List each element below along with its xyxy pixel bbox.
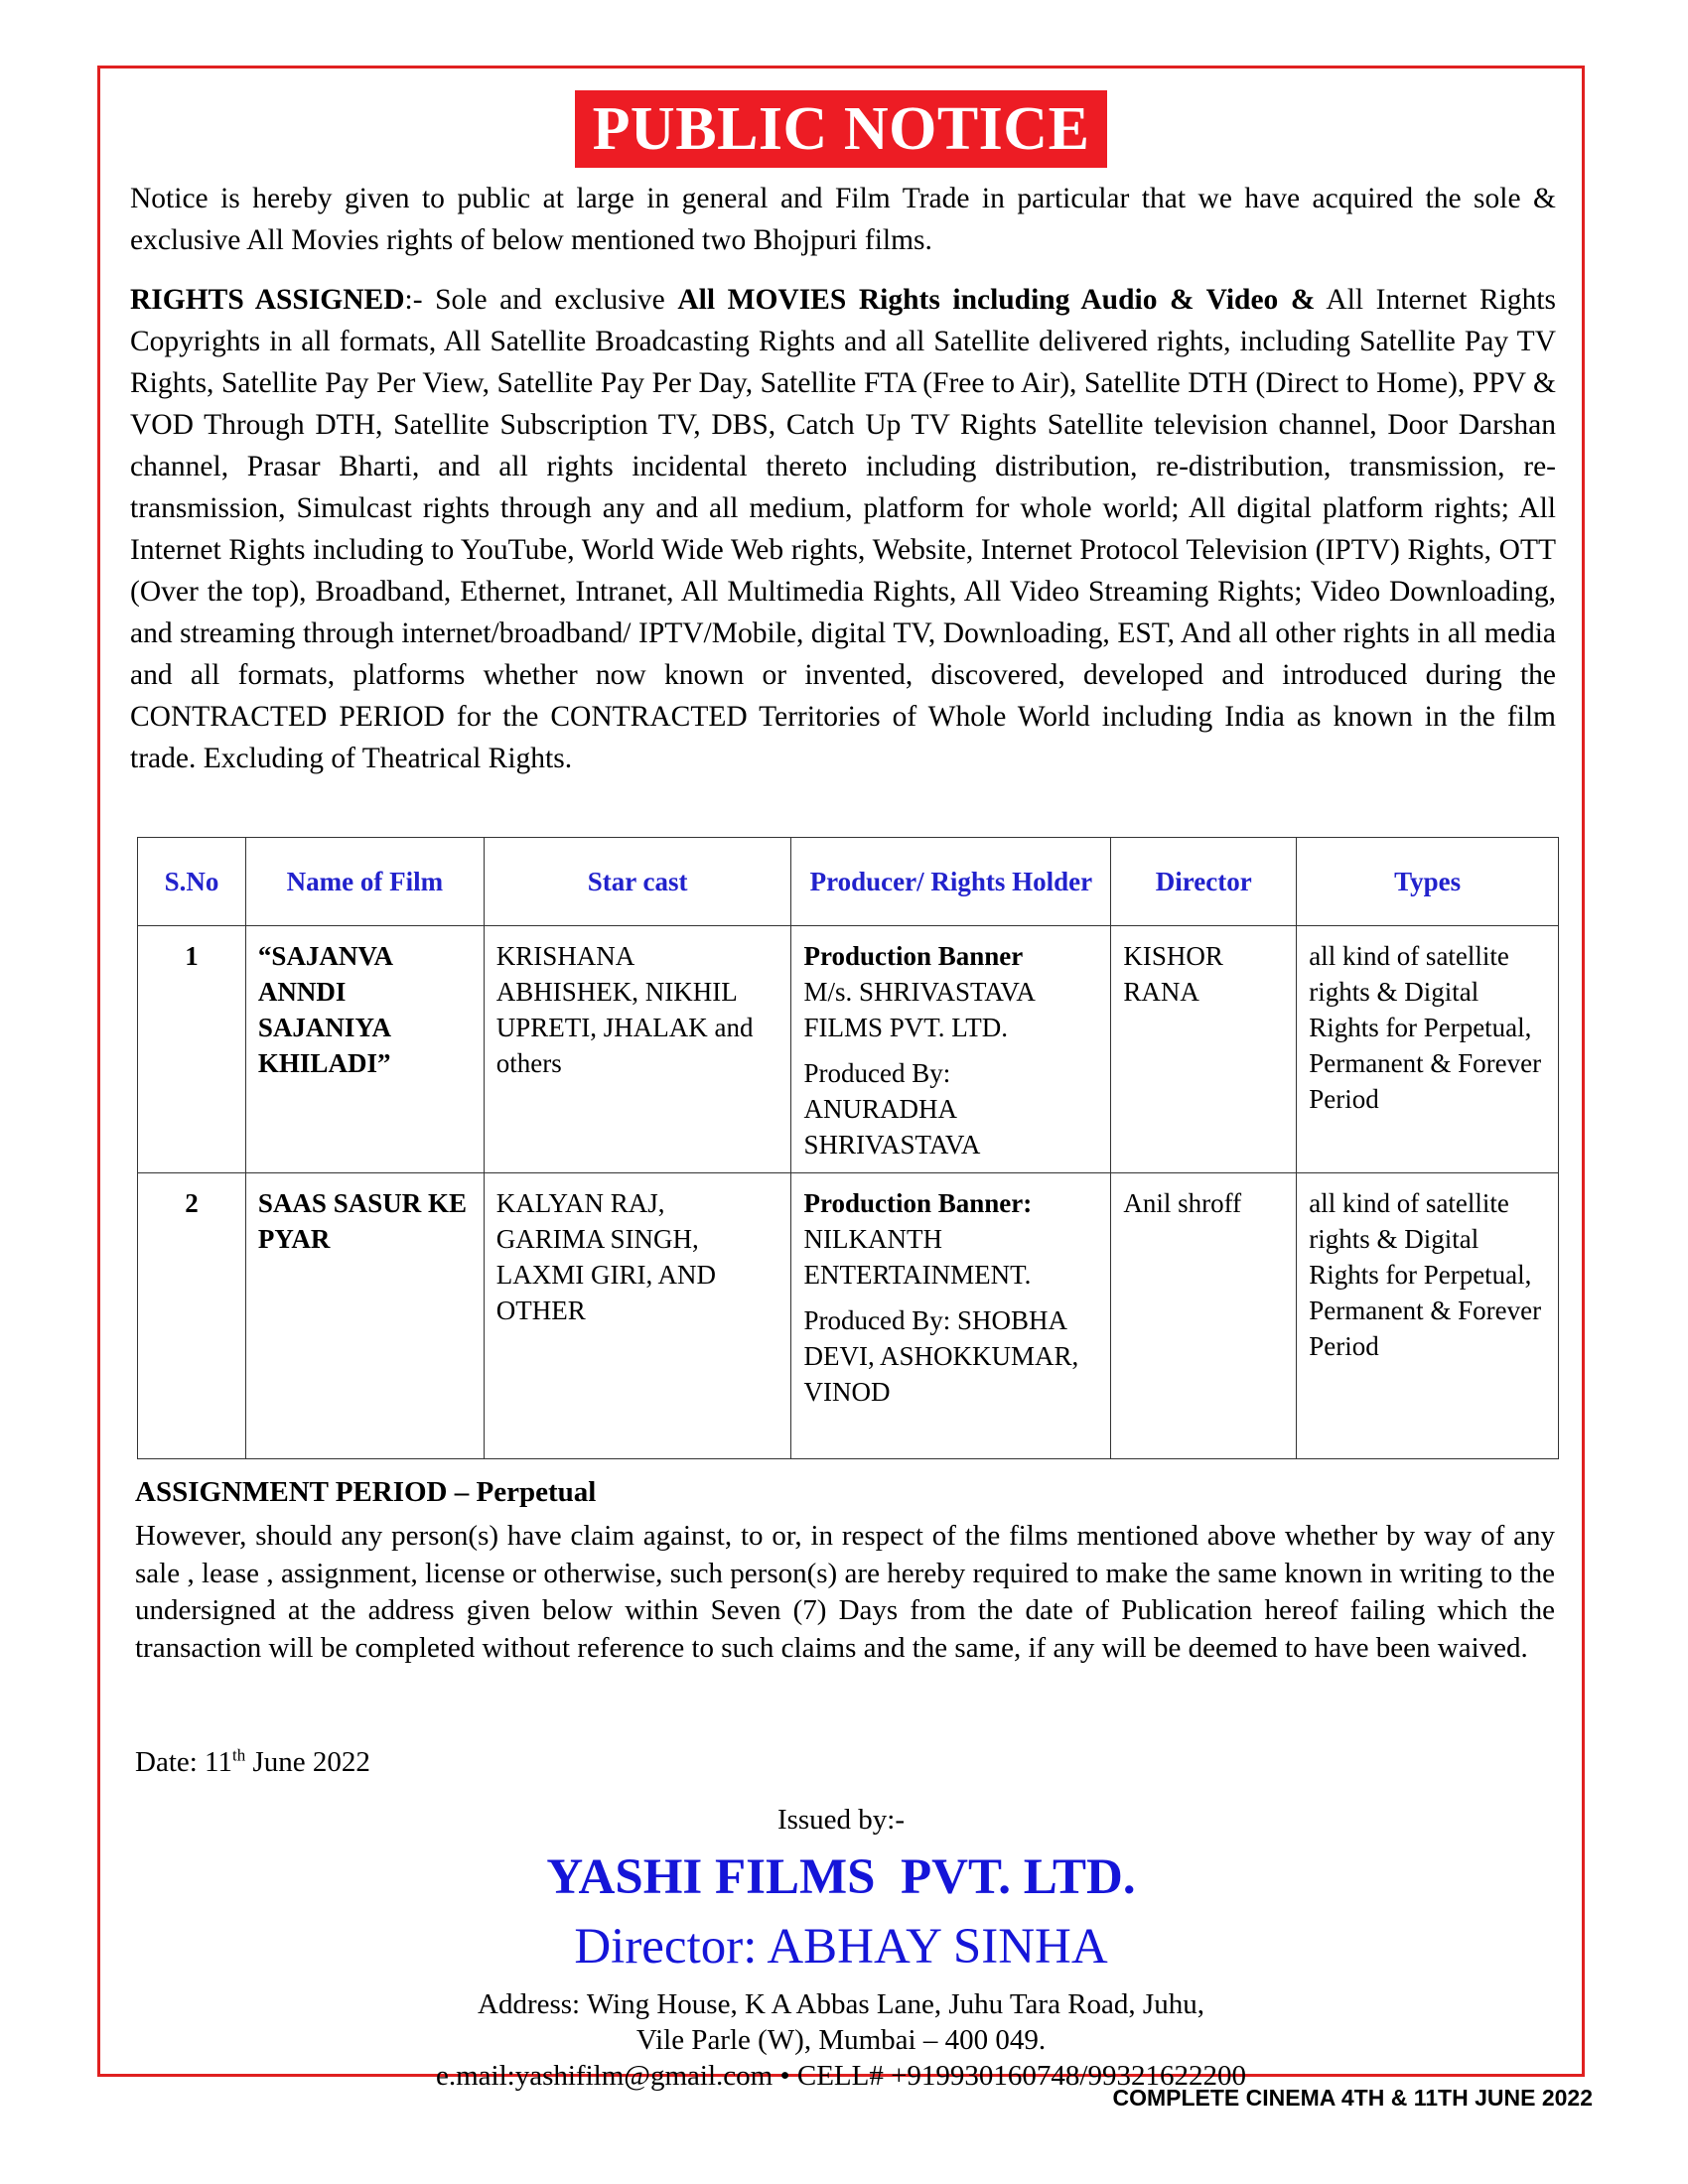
address-line-2: Vile Parle (W), Mumbai – 400 049.	[635, 2024, 1047, 2056]
header-cast: Star cast	[484, 838, 791, 926]
claims-paragraph: However, should any person(s) have claim against, to or, in respect of the films mentioned above whether by way of any sale , lease , assignment, license or otherwise, such person(s) are hereby required to make the same known in writing to the undersigned at the address given below within Seven (7) Days from the date of Publication hereof failing which the transaction will be completed without reference to such claims and the same, if any will be deemed to have been waived.	[135, 1520, 1555, 1664]
banner-name: NILKANTH ENTERTAINMENT.	[803, 1224, 1032, 1290]
cell-cast: KRISHANA ABHISHEK, NIKHIL UPRETI, JHALAK and others	[484, 926, 791, 1173]
notice-title: PUBLIC NOTICE	[575, 90, 1108, 168]
issued-by: Issued by:-	[776, 1804, 906, 1836]
rights-label: RIGHTS ASSIGNED	[130, 284, 405, 316]
cell-director: Anil shroff	[1111, 1173, 1297, 1459]
assignment-period: ASSIGNMENT PERIOD – Perpetual	[135, 1476, 597, 1508]
cell-cast: KALYAN RAJ, GARIMA SINGH, LAXMI GIRI, AND OTHER	[484, 1173, 791, 1459]
cell-film: SAAS SASUR KE PYAR	[245, 1173, 484, 1459]
company-name: YASHI FILMS PVT. LTD.	[546, 1849, 1136, 1905]
header-sno: S.No	[138, 838, 246, 926]
title-wrap	[100, 90, 1582, 168]
address-line-1: Address: Wing House, K A Abbas Lane, Juhu Tara Road, Juhu,	[478, 1988, 1204, 2020]
publication-footer: COMPLETE CINEMA 4TH & 11TH JUNE 2022	[1112, 2085, 1593, 2111]
date-rest: June 2022	[245, 1746, 370, 1778]
rights-bold: All MOVIES Rights including Audio & Video &	[677, 284, 1316, 316]
intro-paragraph: Notice is hereby given to public at large in general and Film Trade in particular that we have acquired the sole & exclusive All Movies rights of below mentioned two Bhojpuri films.	[130, 183, 1556, 256]
table-row	[138, 1173, 1559, 1459]
banner-label: Production Banner	[803, 941, 1024, 971]
notice-date	[135, 1742, 370, 1782]
cell-director: KISHOR RANA	[1111, 926, 1297, 1173]
contact-line: e.mail:yashifilm@gmail.com • CELL# +919930160748/99321622200	[436, 2060, 1246, 2092]
cell-film: “SAJANVA ANNDI SAJANIYA KHILADI”	[245, 926, 484, 1173]
rights-text: All Internet Rights Copyrights in all formats, All Satellite Broadcasting Rights and all Satellite delivered rights, including Satellite Pay TV Rights, Satellite Pay Per View, Satellite Pay Per Day, Satellite FTA (Free to Air), Satellite DTH (Direct to Home), PPV & VOD Through DTH, Satellite Subscription TV, DBS, Catch Up TV Rights Satellite television channel, Door Darshan channel, Prasar Bharti, and all rights incidental thereto including distribution, re-distribution, transmission, re-transmission, Simulcast rights through any and all medium, platform for whole world; All digital platform rights; All Internet Rights including to YouTube, World Wide Web rights, Website, Internet Protocol Television (IPTV) Rights, OTT (Over the top), Broadband, Ethernet, Intranet, All Multimedia Rights, All Video Streaming Rights; Video Downloading, and streaming through internet/broadband/ IPTV/Mobile, digital TV, Downloading, EST, And all other rights in all media and all formats, platforms whether now known or invented, discovered, developed and introduced during the CONTRACTED PERIOD for the CONTRACTED Territories of Whole World including India as known in the film trade. Excluding of Theatrical Rights.	[130, 284, 1557, 774]
header-producer: Producer/ Rights Holder	[791, 838, 1111, 926]
banner-name: M/s. SHRIVASTAVA FILMS PVT. LTD.	[803, 977, 1035, 1042]
date-prefix: Date: 11	[135, 1746, 232, 1778]
rights-paragraph	[130, 279, 1556, 779]
cell-types: all kind of satellite rights & Digital Rights for Perpetual, Permanent & Forever Period	[1297, 926, 1559, 1173]
date-sup: th	[231, 1745, 246, 1765]
cell-sno: 2	[138, 1173, 246, 1459]
header-film: Name of Film	[245, 838, 484, 926]
films-table	[137, 837, 1559, 1459]
header-types: Types	[1297, 838, 1559, 926]
header-director: Director	[1111, 838, 1297, 926]
cell-producer	[791, 926, 1111, 1173]
cell-producer	[791, 1173, 1111, 1459]
table-row	[138, 926, 1559, 1173]
table-header-row	[138, 838, 1559, 926]
director-line: Director: ABHAY SINHA	[574, 1919, 1108, 1975]
notice-border	[97, 66, 1585, 2092]
cell-types: all kind of satellite rights & Digital Rights for Perpetual, Permanent & Forever Period	[1297, 1173, 1559, 1459]
banner-label: Production Banner:	[803, 1188, 1033, 1218]
produced-by: Produced By: ANURADHA SHRIVASTAVA	[803, 1058, 981, 1160]
cell-sno: 1	[138, 926, 246, 1173]
produced-by: Produced By: SHOBHA DEVI, ASHOKKUMAR, VINOD	[803, 1305, 1079, 1407]
rights-sep: :- Sole and exclusive	[404, 284, 678, 316]
